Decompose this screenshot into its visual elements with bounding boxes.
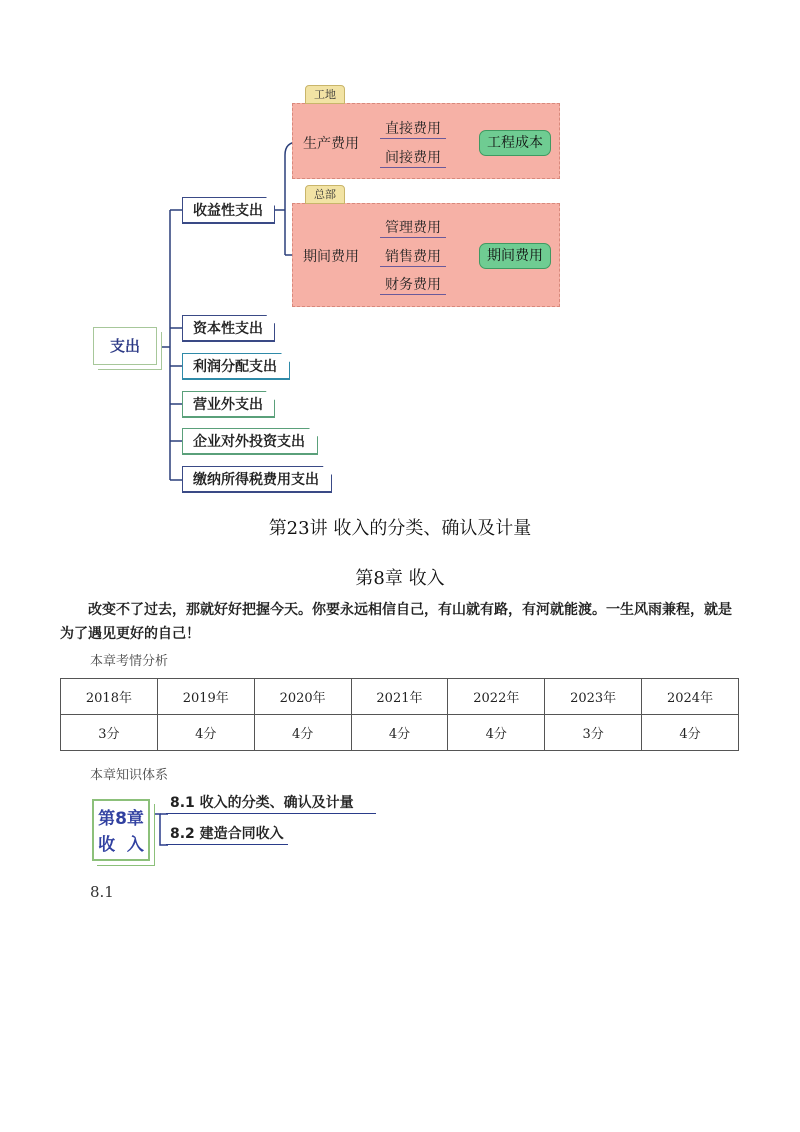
score-cell: 3分: [545, 715, 642, 751]
root-node-expenditure: 支出: [93, 327, 157, 365]
card-label: 资本性支出: [193, 321, 263, 337]
chapter-item-8-1: 8.1 收入的分类、确认及计量: [170, 795, 354, 811]
chapter-8-box: [92, 799, 150, 861]
card-label: 收益性支出: [193, 203, 263, 219]
tag-site: 工地: [305, 85, 345, 104]
year-cell: 2020年: [254, 679, 351, 715]
period-expense-pill: 期间费用: [479, 243, 551, 269]
score-cell: 4分: [448, 715, 545, 751]
leaf-direct-cost: 直接费用: [385, 121, 441, 137]
score-cell: 4分: [642, 715, 739, 751]
section-number: 8.1: [90, 883, 114, 901]
motto-paragraph: 改变不了过去，那就好好把握今天。你要永远相信自己，有山就有路，有河就能渡。一生风雨兼程，就是为了遇见更好的自己！: [60, 602, 732, 642]
card-label: 营业外支出: [193, 397, 263, 413]
knowledge-system-label: 本章知识体系: [90, 768, 169, 783]
year-cell: 2019年: [157, 679, 254, 715]
score-cell: 4分: [254, 715, 351, 751]
score-cell: 4分: [157, 715, 254, 751]
project-cost-pill: 工程成本: [479, 130, 551, 156]
year-cell: 2021年: [351, 679, 448, 715]
card-label: 缴纳所得税费用支出: [193, 472, 319, 488]
exam-analysis-label: 本章考情分析: [90, 654, 169, 669]
chapter-item-underline: [166, 844, 288, 845]
leaf-indirect-cost: 间接费用: [385, 150, 441, 166]
score-cell: 3分: [61, 715, 158, 751]
card-label: 企业对外投资支出: [193, 434, 305, 450]
leaf-sales-cost: 销售费用: [385, 249, 441, 265]
lecture-title: 第23讲 收入的分类、确认及计量: [268, 518, 532, 539]
chapter-title: 第8章 收入: [355, 568, 445, 589]
chapter-item-underline: [166, 813, 376, 814]
leaf-finance-cost: 财务费用: [385, 277, 441, 293]
chapter-box-line2: 收 入: [98, 835, 144, 855]
year-cell: 2022年: [448, 679, 545, 715]
production-cost-node: 生产费用: [303, 136, 359, 152]
card-label: 利润分配支出: [193, 359, 277, 375]
period-cost-node: 期间费用: [303, 249, 359, 265]
year-cell: 2023年: [545, 679, 642, 715]
chapter-box-line1: 第8章: [98, 809, 144, 829]
year-cell: 2024年: [642, 679, 739, 715]
leaf-admin-cost: 管理费用: [385, 220, 441, 236]
year-cell: 2018年: [61, 679, 158, 715]
score-cell: 4分: [351, 715, 448, 751]
tag-headquarters: 总部: [305, 185, 345, 204]
chapter-item-8-2: 8.2 建造合同收入: [170, 826, 284, 842]
